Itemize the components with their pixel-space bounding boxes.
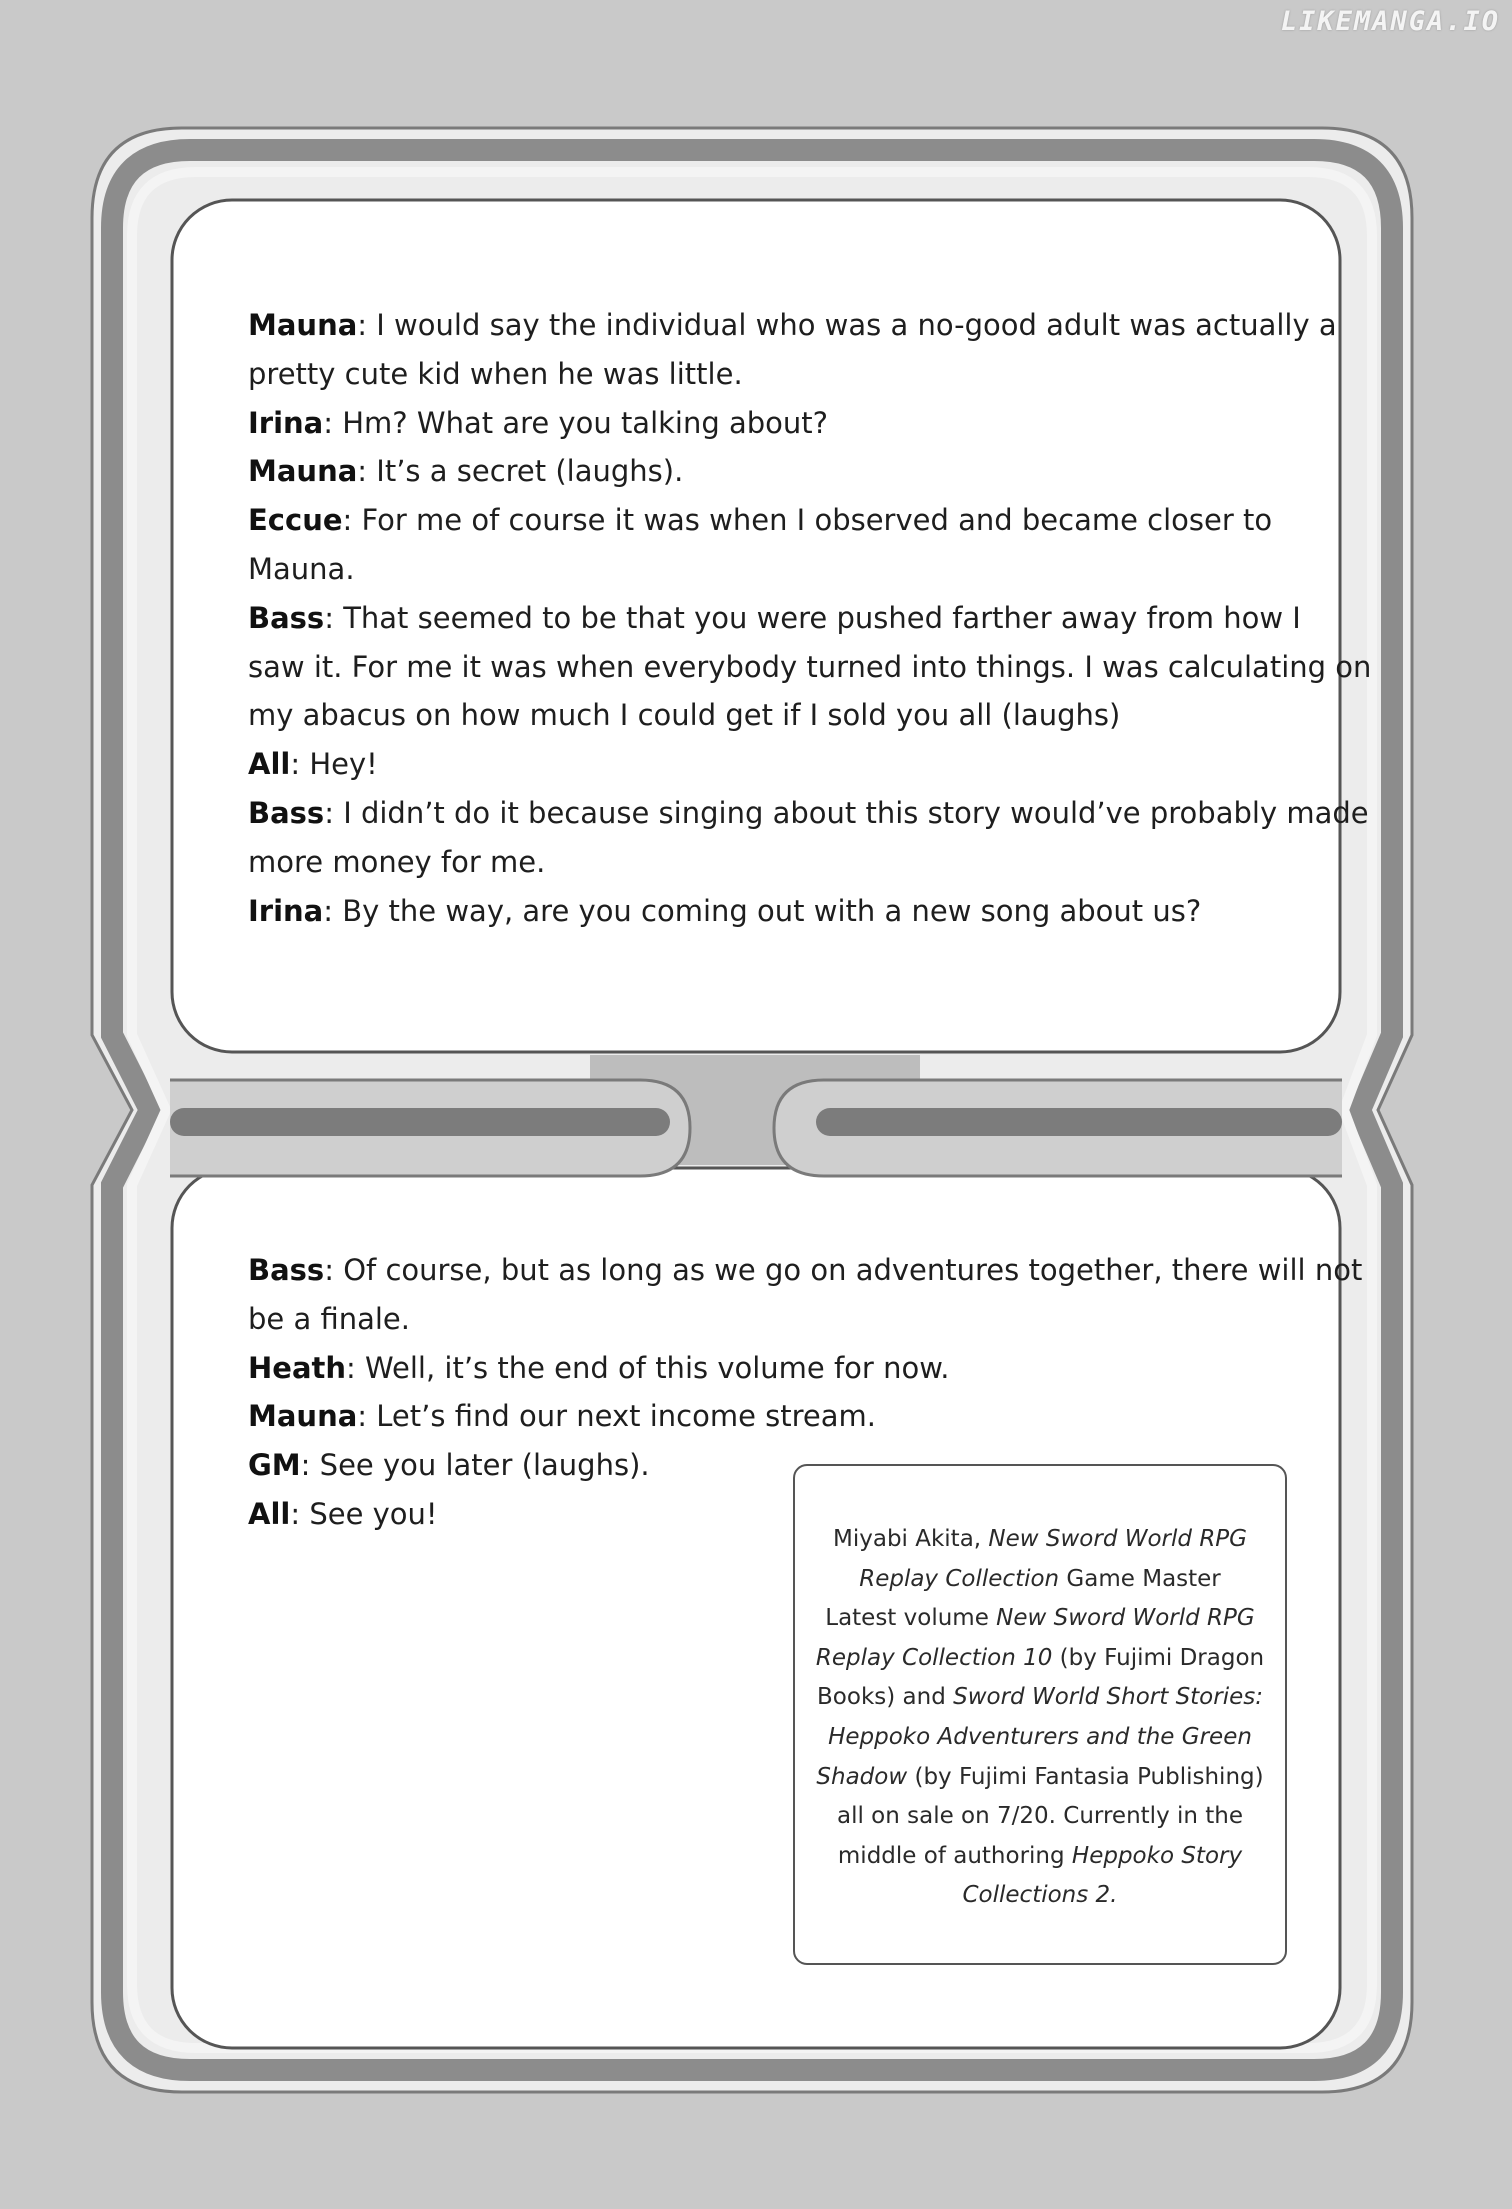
site-watermark: LIKEMANGA.IO (1280, 6, 1500, 37)
credit-title: Collections 2. (962, 1882, 1118, 1909)
dialogue-line (248, 594, 1301, 643)
dialogue-text: : Let’s find our next income stream. (357, 1399, 876, 1434)
credit-line (795, 1678, 1285, 1718)
dialogue-text: : That seemed to be that you were pushed farther away from how I (324, 600, 1301, 635)
dialogue-line (248, 887, 1248, 936)
speaker-name: Bass (248, 795, 325, 830)
dialogue-text: : See you! (290, 1496, 438, 1531)
credit-title: Sword World Short Stories: (953, 1684, 1263, 1711)
speaker-name: Eccue (248, 503, 343, 538)
dialogue-line (248, 399, 1248, 448)
credit-title: New Sword World RPG (988, 1526, 1247, 1552)
speaker-name: GM (248, 1448, 301, 1483)
dialogue-text: : See you later (laughs). (300, 1448, 650, 1483)
dialogue-text: : It’s a secret (laughs). (357, 454, 684, 489)
credit-title: Heppoko Story (1071, 1842, 1243, 1869)
author-credit-box (793, 1464, 1287, 1965)
dialogue-text: Mauna. (248, 551, 355, 586)
dialogue-text: more money for me. (248, 844, 546, 879)
credit-text: Game Master (1059, 1565, 1221, 1592)
dialogue-line (248, 1295, 1248, 1344)
dialogue-text: my abacus on how much I could get if I sold you all (laughs) (248, 698, 1121, 733)
credit-text: Miyabi Akita, (833, 1526, 989, 1552)
dialogue-line (248, 740, 1248, 789)
credit-line (795, 1599, 1285, 1639)
credit-title: Replay Collection 10 (815, 1644, 1053, 1671)
dialogue-line (248, 838, 1248, 887)
credit-title: New Sword World RPG (996, 1605, 1255, 1632)
credit-title: Heppoko Adventurers and the Green (828, 1723, 1252, 1750)
dialogue-line (248, 643, 1372, 692)
credit-title: Replay Collection (859, 1565, 1060, 1592)
credit-line (795, 1718, 1285, 1758)
dialogue-text: : Well, it’s the end of this volume for now. (346, 1350, 950, 1385)
credit-line (795, 1560, 1285, 1600)
credit-title: Shadow (816, 1763, 908, 1790)
speaker-name: Irina (248, 893, 324, 928)
dialogue-line (248, 447, 1248, 496)
dialogue-text: be a finale. (248, 1301, 410, 1336)
dialogue-text: pretty cute kid when he was little. (248, 356, 743, 391)
speaker-name: Bass (248, 600, 325, 635)
credit-line (795, 1876, 1285, 1916)
speaker-name: Mauna (248, 308, 358, 342)
speaker-name: All (248, 1496, 291, 1531)
dialogue-text: saw it. For me it was when everybody turned into things. I was calculating on (248, 649, 1372, 684)
dialogue-text: : I would say the individual who was a no-good adult was actually a (357, 308, 1337, 342)
speaker-name: Bass (248, 1253, 325, 1287)
dialogue-line (248, 1392, 1248, 1441)
dialogue-line (248, 1246, 1363, 1295)
credit-line (795, 1758, 1285, 1798)
dialogue-line (248, 1344, 1248, 1393)
credit-line (795, 1639, 1285, 1679)
author-credit-text (795, 1520, 1285, 1916)
dialogue-line (248, 350, 1248, 399)
dialogue-line (248, 545, 1248, 594)
speaker-name: Mauna (248, 454, 358, 489)
credit-text: (by Fujimi Fantasia Publishing) (907, 1763, 1264, 1790)
credit-text: middle of authoring (837, 1842, 1072, 1869)
dialogue-text: : For me of course it was when I observed and became closer to (342, 503, 1273, 538)
credit-line (795, 1837, 1285, 1877)
credit-line (795, 1520, 1285, 1560)
dialogue-text: : By the way, are you coming out with a new song about us? (323, 893, 1202, 928)
credit-text: (by Fujimi Dragon (1052, 1644, 1265, 1671)
speaker-name: Mauna (248, 1399, 358, 1434)
dialogue-line (248, 691, 1248, 740)
dialogue-line (248, 496, 1273, 545)
credit-text: Latest volume (825, 1605, 997, 1632)
dialogue-text: : I didn’t do it because singing about this story would’ve probably made (324, 795, 1369, 830)
dialogue-text: : Hm? What are you talking about? (323, 405, 829, 440)
speaker-name: All (248, 747, 291, 782)
speaker-name: Heath (248, 1350, 347, 1385)
credit-text: Books) and (817, 1684, 954, 1711)
credit-text: all on sale on 7/20. Currently in the (836, 1803, 1244, 1830)
speaker-name: Irina (248, 405, 324, 440)
top-dialogue (248, 301, 1372, 935)
credit-line (795, 1797, 1285, 1837)
dialogue-line (248, 301, 1337, 350)
dialogue-text: : Hey! (290, 747, 378, 782)
dialogue-line (248, 789, 1369, 838)
dialogue-text: : Of course, but as long as we go on adventures together, there will not (324, 1253, 1363, 1287)
